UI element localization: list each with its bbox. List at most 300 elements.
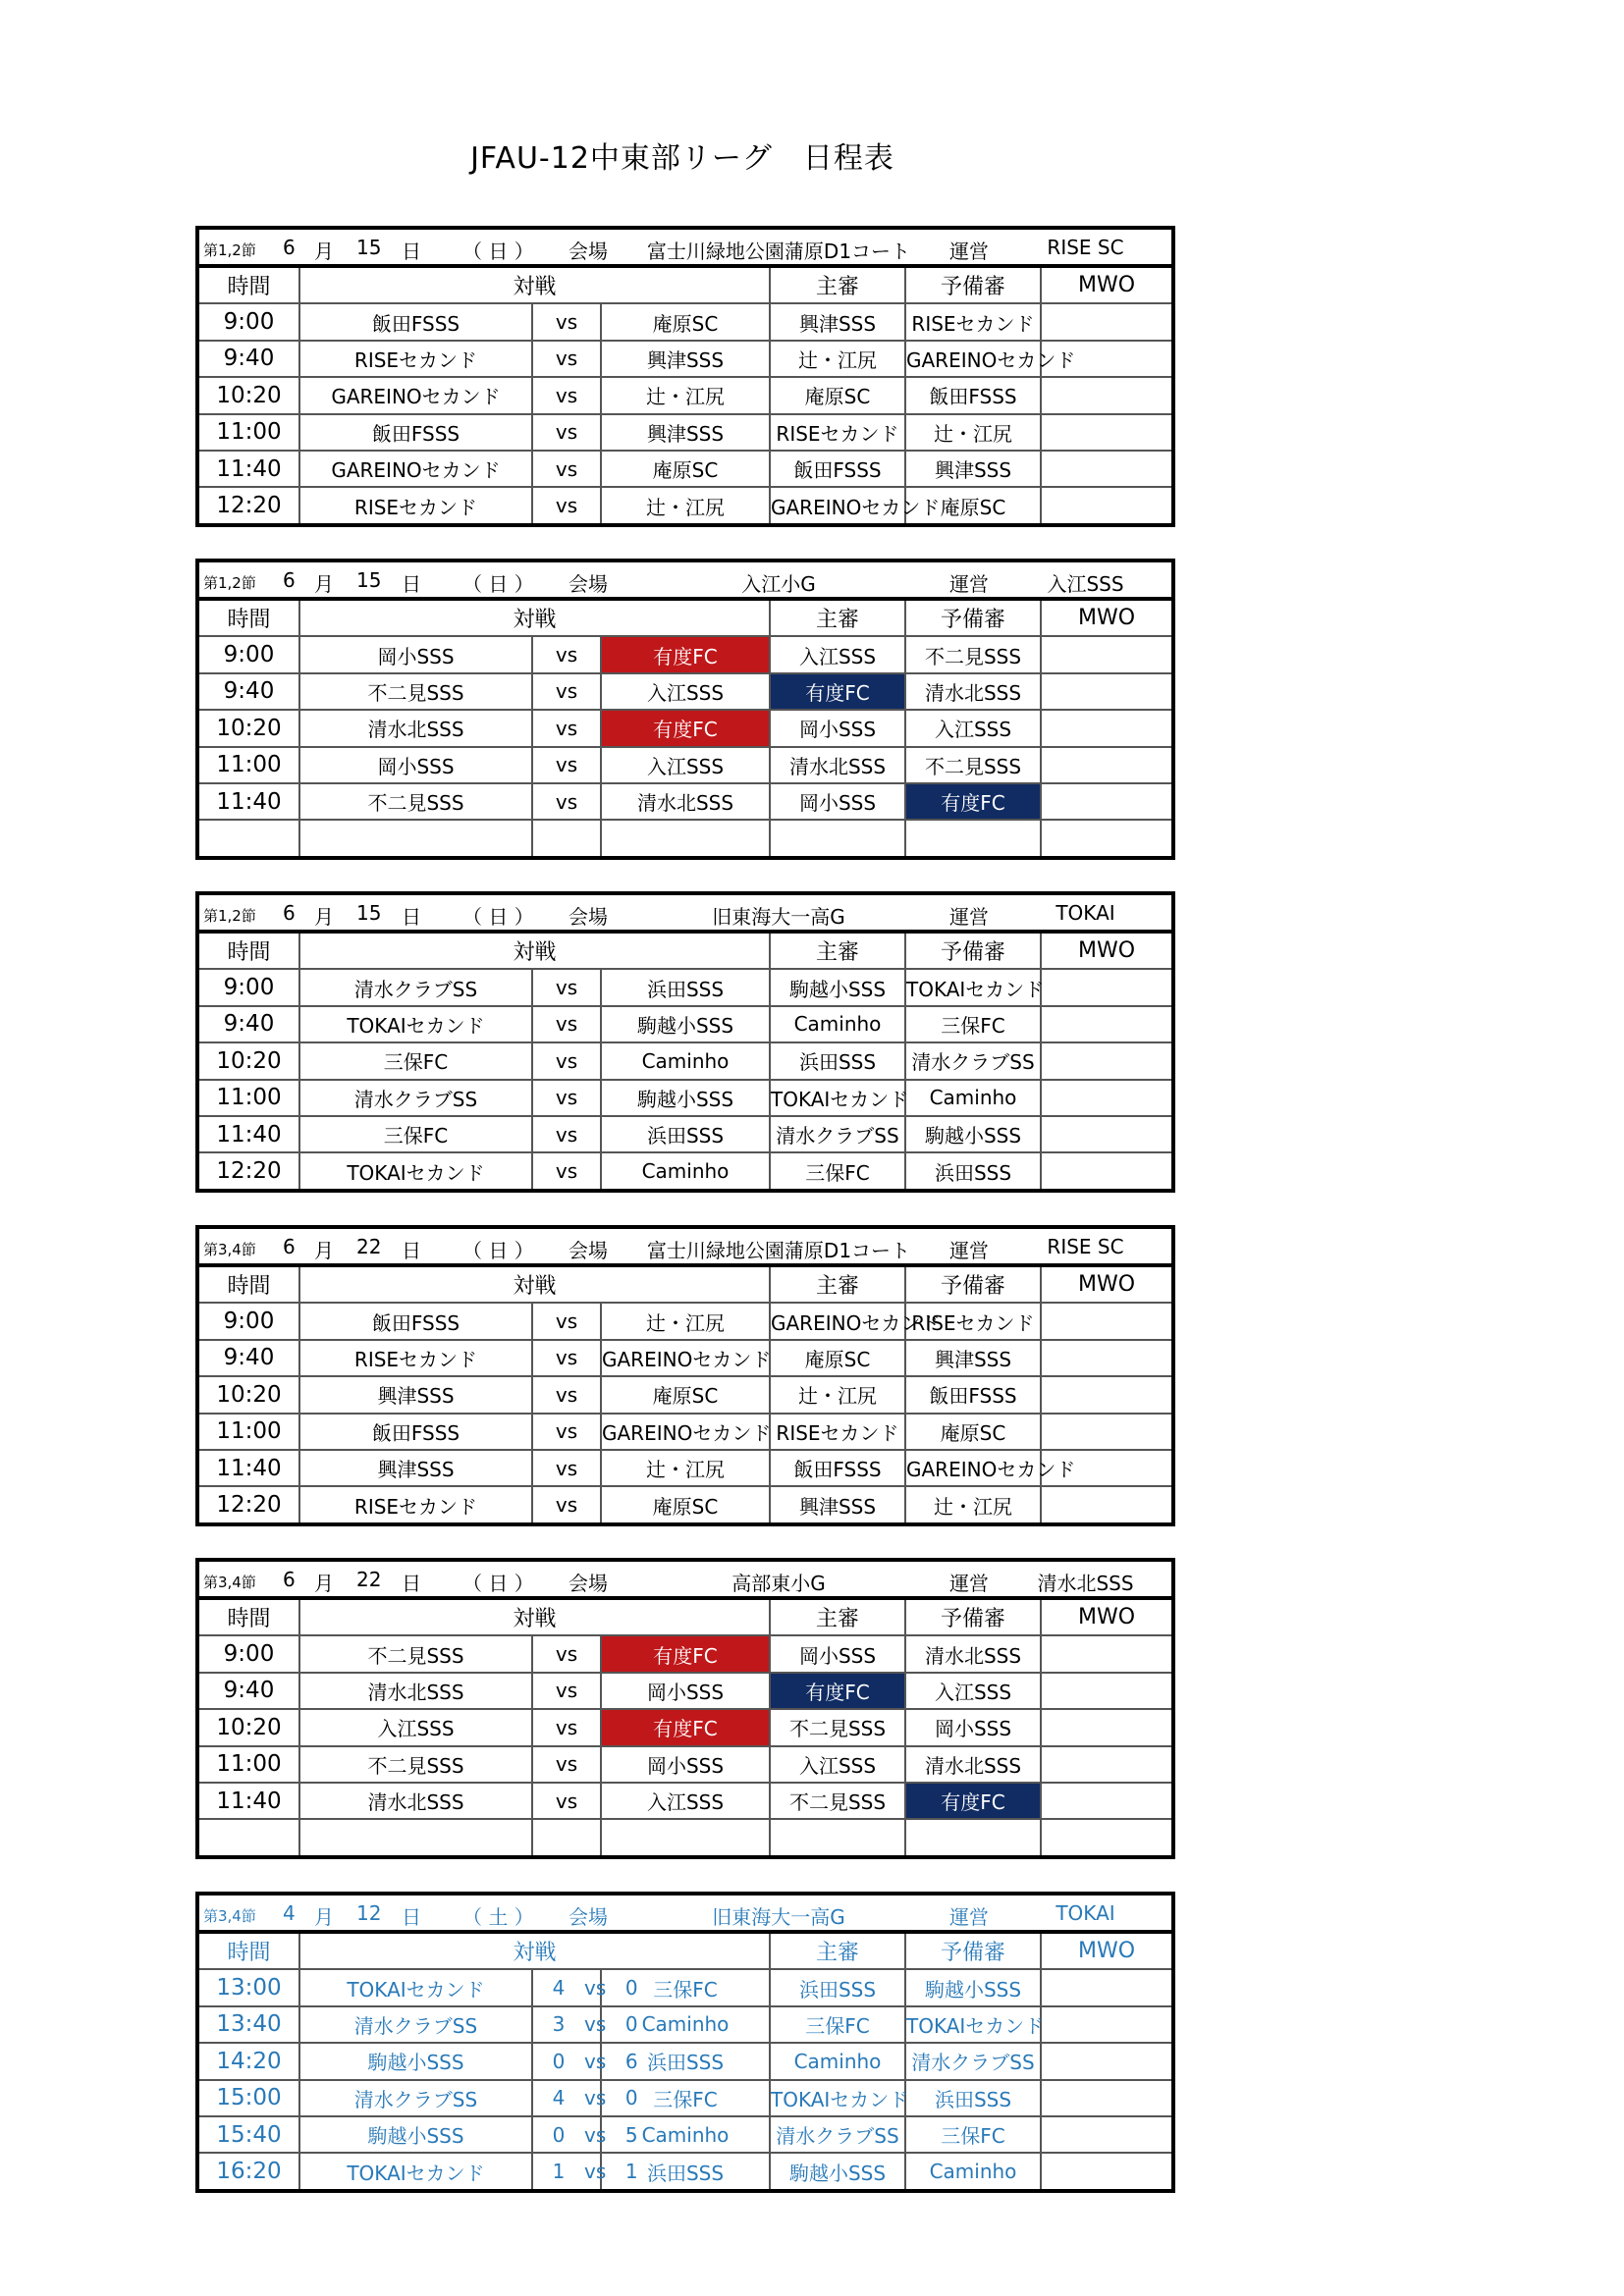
versus: vs [532, 1006, 601, 1042]
mwo-cell [1041, 1006, 1173, 1042]
day-number: 15 [356, 901, 382, 925]
operator-name: RISE SC [1047, 236, 1124, 259]
reserve-referee: 有度FC [905, 1783, 1041, 1819]
schedule-header-row [197, 1598, 1173, 1635]
schedule-table [195, 1558, 1175, 1859]
referee: 飯田FSSS [770, 1450, 905, 1486]
match-time: 15:00 [197, 2080, 299, 2116]
home-team: 清水北SSS [299, 710, 532, 746]
mwo-cell [1041, 1486, 1173, 1523]
away-team: 辻・江尻 [601, 1303, 770, 1339]
operator-label: 運営 [949, 240, 989, 263]
home-team: 飯田FSSS [299, 414, 532, 451]
schedule-meta-row [197, 893, 1173, 932]
match-row [197, 2080, 1173, 2116]
match-time: 13:00 [197, 1969, 299, 2005]
day-label: 日 [402, 1905, 421, 1929]
referee: 不二見SSS [770, 1783, 905, 1819]
versus: vs [532, 487, 601, 524]
header-reserve: 予備審 [905, 1932, 1041, 1969]
reserve-referee: 入江SSS [905, 1673, 1041, 1709]
schedule-header-row [197, 932, 1173, 969]
reserve-referee: Caminho [905, 2153, 1041, 2190]
header-match: 対戦 [299, 599, 770, 636]
venue-label: 会場 [568, 1905, 608, 1929]
header-time: 時間 [197, 932, 299, 969]
match-time: 14:20 [197, 2043, 299, 2079]
match-row [197, 1340, 1173, 1376]
match-time [197, 1819, 299, 1856]
mwo-cell [1041, 303, 1173, 340]
versus: vs [532, 969, 601, 1005]
match-time: 11:40 [197, 1116, 299, 1152]
referee: 飯田FSSS [770, 451, 905, 487]
match-time: 9:40 [197, 1340, 299, 1376]
header-mwo: MWO [1041, 1265, 1173, 1303]
mwo-cell [1041, 1080, 1173, 1116]
match-row [197, 636, 1173, 672]
header-time: 時間 [197, 599, 299, 636]
reserve-referee: 駒越小SSS [905, 1969, 1041, 2005]
match-time: 10:20 [197, 1709, 299, 1745]
weekday: （ 日 ） [462, 572, 534, 596]
away-team: 有度FC [601, 1635, 770, 1672]
versus: vs [532, 1486, 601, 1523]
month-label: 月 [314, 240, 334, 263]
away-team: 庵原SC [601, 1376, 770, 1413]
mwo-cell [1041, 820, 1173, 857]
away-score: 0 [624, 2086, 638, 2110]
referee: 有度FC [770, 673, 905, 710]
referee: Caminho [770, 2043, 905, 2079]
away-team: GAREINOセカンド [601, 1414, 770, 1450]
match-time: 16:20 [197, 2153, 299, 2190]
match-time: 11:00 [197, 747, 299, 783]
mwo-cell [1041, 1303, 1173, 1339]
match-time: 10:20 [197, 1376, 299, 1413]
header-referee: 主審 [770, 1598, 905, 1635]
home-team: 入江SSS [299, 1709, 532, 1745]
away-score: 0 [624, 2012, 638, 2037]
home-team: 不二見SSS [299, 673, 532, 710]
referee: 庵原SC [770, 1340, 905, 1376]
reserve-referee: Caminho [905, 1080, 1041, 1116]
header-referee: 主審 [770, 1265, 905, 1303]
schedule-header-row [197, 599, 1173, 636]
page-title: JFAU-12中東部リーグ 日程表 [470, 141, 894, 176]
reserve-referee: 有度FC [905, 783, 1041, 820]
mwo-cell [1041, 636, 1173, 672]
month-number: 6 [283, 1568, 296, 1591]
away-team: 浜田SSS [601, 1116, 770, 1152]
mwo-cell [1041, 2006, 1173, 2043]
match-row [197, 1819, 1173, 1856]
match-time: 9:00 [197, 969, 299, 1005]
away-team: 有度FC [601, 710, 770, 746]
match-row [197, 1152, 1173, 1190]
venue-name: 高部東小G [731, 1572, 826, 1595]
match-time [197, 820, 299, 857]
versus: vs [532, 1414, 601, 1450]
schedule-header-row [197, 266, 1173, 303]
round: 第3,4節 [203, 1241, 256, 1258]
mwo-cell [1041, 1819, 1173, 1856]
header-match: 対戦 [299, 1598, 770, 1635]
mwo-cell [1041, 2080, 1173, 2116]
reserve-referee: 駒越小SSS [905, 1116, 1041, 1152]
day-number: 15 [356, 568, 382, 592]
match-row [197, 2116, 1173, 2153]
reserve-referee: 三保FC [905, 2116, 1041, 2153]
away-team: 辻・江尻 [601, 377, 770, 413]
home-team [299, 820, 532, 857]
referee: 岡小SSS [770, 1635, 905, 1672]
mwo-cell [1041, 2043, 1173, 2079]
match-time: 10:20 [197, 710, 299, 746]
home-team: RISEセカンド [299, 1340, 532, 1376]
reserve-referee: 入江SSS [905, 710, 1041, 746]
reserve-referee: 三保FC [905, 1006, 1041, 1042]
reserve-referee: TOKAIセカンド [905, 969, 1041, 1005]
match-row [197, 1042, 1173, 1079]
home-team: 飯田FSSS [299, 1414, 532, 1450]
versus [532, 820, 601, 857]
venue-name: 旧東海大一高G [712, 1905, 845, 1929]
vs-label: vs [584, 1976, 607, 2001]
versus [532, 1969, 638, 2005]
month-number: 4 [283, 1901, 296, 1925]
schedule-meta-row [197, 1894, 1173, 1932]
home-team: TOKAIセカンド [299, 1969, 532, 2005]
home-team: 三保FC [299, 1116, 532, 1152]
schedule-meta [197, 1227, 1173, 1265]
match-time: 10:20 [197, 1042, 299, 1079]
home-team: 不二見SSS [299, 1635, 532, 1672]
match-row [197, 451, 1173, 487]
round: 第3,4節 [203, 1907, 256, 1925]
schedule-meta-row [197, 1227, 1173, 1265]
match-row [197, 1709, 1173, 1745]
referee: 庵原SC [770, 377, 905, 413]
referee: TOKAIセカンド [770, 2080, 905, 2116]
mwo-cell [1041, 1709, 1173, 1745]
home-team: 駒越小SSS [299, 2116, 532, 2153]
home-team: 興津SSS [299, 1450, 532, 1486]
away-team: Caminho [601, 1042, 770, 1079]
operator-label: 運営 [949, 572, 989, 596]
mwo-cell [1041, 451, 1173, 487]
day-number: 22 [356, 1235, 382, 1258]
match-row [197, 1080, 1173, 1116]
mwo-cell [1041, 969, 1173, 1005]
versus: vs [532, 303, 601, 340]
referee: 浜田SSS [770, 1042, 905, 1079]
venue-label: 会場 [568, 1239, 608, 1262]
match-row [197, 1486, 1173, 1523]
versus [532, 1819, 601, 1856]
round: 第1,2節 [203, 241, 256, 259]
referee: 辻・江尻 [770, 1376, 905, 1413]
match-time: 10:20 [197, 377, 299, 413]
versus [532, 2116, 638, 2153]
vs-label: vs [584, 2086, 607, 2110]
venue-name: 富士川緑地公園蒲原D1コート [646, 240, 911, 263]
match-row [197, 969, 1173, 1005]
versus: vs [532, 377, 601, 413]
match-row [197, 673, 1173, 710]
month-label: 月 [314, 1572, 334, 1595]
mwo-cell [1041, 1635, 1173, 1672]
match-time: 15:40 [197, 2116, 299, 2153]
weekday: （ 日 ） [462, 905, 534, 929]
reserve-referee: 清水北SSS [905, 1746, 1041, 1783]
home-team: 不二見SSS [299, 783, 532, 820]
referee: GAREINOセカンド [770, 487, 905, 524]
venue-label: 会場 [568, 905, 608, 929]
home-team: TOKAIセカンド [299, 1152, 532, 1190]
home-team: RISEセカンド [299, 1486, 532, 1523]
match-time: 11:00 [197, 414, 299, 451]
reserve-referee: 辻・江尻 [905, 1486, 1041, 1523]
match-row [197, 783, 1173, 820]
operator-name: 入江SSS [1047, 572, 1124, 596]
versus: vs [532, 1303, 601, 1339]
versus: vs [532, 1746, 601, 1783]
versus [532, 2080, 638, 2116]
mwo-cell [1041, 377, 1173, 413]
venue-label: 会場 [568, 1572, 608, 1595]
venue-name: 入江小G [741, 572, 816, 596]
away-team: 庵原SC [601, 451, 770, 487]
away-score: 5 [624, 2122, 638, 2147]
month-label: 月 [314, 1905, 334, 1929]
operator-name: TOKAI [1056, 901, 1115, 925]
reserve-referee [905, 820, 1041, 857]
away-team: 入江SSS [601, 673, 770, 710]
referee: 興津SSS [770, 303, 905, 340]
mwo-cell [1041, 1969, 1173, 2005]
round: 第1,2節 [203, 574, 256, 592]
home-score: 4 [552, 1976, 566, 2001]
away-score: 6 [624, 2049, 638, 2073]
day-label: 日 [402, 905, 421, 929]
referee: 三保FC [770, 1152, 905, 1190]
reserve-referee: RISEセカンド [905, 1303, 1041, 1339]
schedule-meta [197, 228, 1173, 266]
round: 第1,2節 [203, 907, 256, 925]
reserve-referee: 岡小SSS [905, 1709, 1041, 1745]
schedule-table [195, 891, 1175, 1193]
header-referee: 主審 [770, 266, 905, 303]
reserve-referee: RISEセカンド [905, 303, 1041, 340]
referee: 興津SSS [770, 1486, 905, 1523]
operator-label: 運営 [949, 1572, 989, 1595]
weekday: （ 日 ） [462, 240, 534, 263]
match-row [197, 303, 1173, 340]
operator-label: 運営 [949, 1905, 989, 1929]
referee: 入江SSS [770, 1746, 905, 1783]
match-time: 13:40 [197, 2006, 299, 2043]
versus [532, 2043, 638, 2079]
away-team: GAREINOセカンド [601, 1340, 770, 1376]
schedule-meta-row [197, 228, 1173, 266]
vs-label: vs [584, 2012, 607, 2037]
match-time: 12:20 [197, 487, 299, 524]
away-team: 入江SSS [601, 747, 770, 783]
reserve-referee: 庵原SC [905, 487, 1041, 524]
match-row [197, 710, 1173, 746]
home-team: 飯田FSSS [299, 303, 532, 340]
mwo-cell [1041, 1414, 1173, 1450]
header-time: 時間 [197, 1265, 299, 1303]
referee: 駒越小SSS [770, 969, 905, 1005]
versus: vs [532, 1042, 601, 1079]
away-team: Caminho [601, 2116, 770, 2153]
day-label: 日 [402, 240, 421, 263]
month-label: 月 [314, 905, 334, 929]
match-time: 11:00 [197, 1414, 299, 1450]
venue-name: 富士川緑地公園蒲原D1コート [646, 1239, 911, 1262]
away-team: Caminho [601, 1152, 770, 1190]
header-reserve: 予備審 [905, 266, 1041, 303]
match-row [197, 2153, 1173, 2190]
versus: vs [532, 1152, 601, 1190]
reserve-referee: 浜田SSS [905, 2080, 1041, 2116]
reserve-referee: 庵原SC [905, 1414, 1041, 1450]
month-number: 6 [283, 568, 296, 592]
home-team: 清水北SSS [299, 1783, 532, 1819]
mwo-cell [1041, 747, 1173, 783]
home-score: 0 [552, 2049, 566, 2073]
schedule-meta [197, 561, 1173, 599]
home-score: 4 [552, 2086, 566, 2110]
away-team: 有度FC [601, 1709, 770, 1745]
schedule-meta [197, 1894, 1173, 1932]
match-time: 11:40 [197, 783, 299, 820]
away-team [601, 820, 770, 857]
header-mwo: MWO [1041, 1598, 1173, 1635]
match-time: 9:00 [197, 1635, 299, 1672]
month-label: 月 [314, 572, 334, 596]
match-row [197, 414, 1173, 451]
away-team: 庵原SC [601, 303, 770, 340]
mwo-cell [1041, 1783, 1173, 1819]
away-team: 駒越小SSS [601, 1006, 770, 1042]
away-team: 浜田SSS [601, 2153, 770, 2190]
versus [532, 2153, 638, 2190]
header-referee: 主審 [770, 599, 905, 636]
match-row [197, 1303, 1173, 1339]
day-number: 22 [356, 1568, 382, 1591]
header-mwo: MWO [1041, 266, 1173, 303]
versus: vs [532, 414, 601, 451]
reserve-referee: 不二見SSS [905, 636, 1041, 672]
referee: 三保FC [770, 2006, 905, 2043]
match-row [197, 1414, 1173, 1450]
away-team: 清水北SSS [601, 783, 770, 820]
away-team: 興津SSS [601, 341, 770, 377]
referee: 清水クラブSS [770, 2116, 905, 2153]
vs-label: vs [584, 2122, 607, 2147]
day-label: 日 [402, 1572, 421, 1595]
versus: vs [532, 451, 601, 487]
versus: vs [532, 710, 601, 746]
home-team: 飯田FSSS [299, 1303, 532, 1339]
referee: TOKAIセカンド [770, 1080, 905, 1116]
reserve-referee: 清水北SSS [905, 1635, 1041, 1672]
away-team: 庵原SC [601, 1486, 770, 1523]
header-reserve: 予備審 [905, 932, 1041, 969]
header-mwo: MWO [1041, 599, 1173, 636]
vs-label: vs [584, 2049, 607, 2073]
schedule-meta-row [197, 1560, 1173, 1598]
versus: vs [532, 1116, 601, 1152]
away-team: 辻・江尻 [601, 1450, 770, 1486]
away-team: 有度FC [601, 636, 770, 672]
home-team: 清水クラブSS [299, 2080, 532, 2116]
home-team: 不二見SSS [299, 1746, 532, 1783]
match-time: 9:40 [197, 673, 299, 710]
reserve-referee: 清水北SSS [905, 673, 1041, 710]
match-row [197, 1006, 1173, 1042]
referee: 駒越小SSS [770, 2153, 905, 2190]
versus: vs [532, 1376, 601, 1413]
day-label: 日 [402, 572, 421, 596]
match-time: 9:40 [197, 341, 299, 377]
away-team: 浜田SSS [601, 969, 770, 1005]
schedule-header-row [197, 1265, 1173, 1303]
away-team: 入江SSS [601, 1783, 770, 1819]
schedule-table [195, 226, 1175, 527]
mwo-cell [1041, 487, 1173, 524]
match-time: 9:00 [197, 636, 299, 672]
referee: GAREINOセカンド [770, 1303, 905, 1339]
operator-name: TOKAI [1056, 1901, 1115, 1925]
mwo-cell [1041, 673, 1173, 710]
match-time: 11:40 [197, 451, 299, 487]
versus: vs [532, 673, 601, 710]
month-number: 6 [283, 236, 296, 259]
versus: vs [532, 783, 601, 820]
home-team: 清水北SSS [299, 1673, 532, 1709]
operator-label: 運営 [949, 1239, 989, 1262]
home-team: RISEセカンド [299, 341, 532, 377]
reserve-referee: 不二見SSS [905, 747, 1041, 783]
schedule-header-row [197, 1932, 1173, 1969]
header-match: 対戦 [299, 1265, 770, 1303]
home-team: GAREINOセカンド [299, 451, 532, 487]
home-team: 清水クラブSS [299, 2006, 532, 2043]
mwo-cell [1041, 1376, 1173, 1413]
versus: vs [532, 1783, 601, 1819]
referee: 有度FC [770, 1673, 905, 1709]
versus [532, 2006, 638, 2043]
operator-name: 清水北SSS [1037, 1572, 1134, 1595]
mwo-cell [1041, 1116, 1173, 1152]
match-time: 11:00 [197, 1746, 299, 1783]
versus: vs [532, 1080, 601, 1116]
home-team: TOKAIセカンド [299, 2153, 532, 2190]
reserve-referee: GAREINOセカンド [905, 341, 1041, 377]
match-time: 12:20 [197, 1486, 299, 1523]
match-time: 11:40 [197, 1783, 299, 1819]
match-row [197, 487, 1173, 524]
vs-label: vs [584, 2160, 607, 2184]
schedule-meta [197, 1560, 1173, 1598]
match-time: 12:20 [197, 1152, 299, 1190]
header-mwo: MWO [1041, 1932, 1173, 1969]
referee [770, 820, 905, 857]
